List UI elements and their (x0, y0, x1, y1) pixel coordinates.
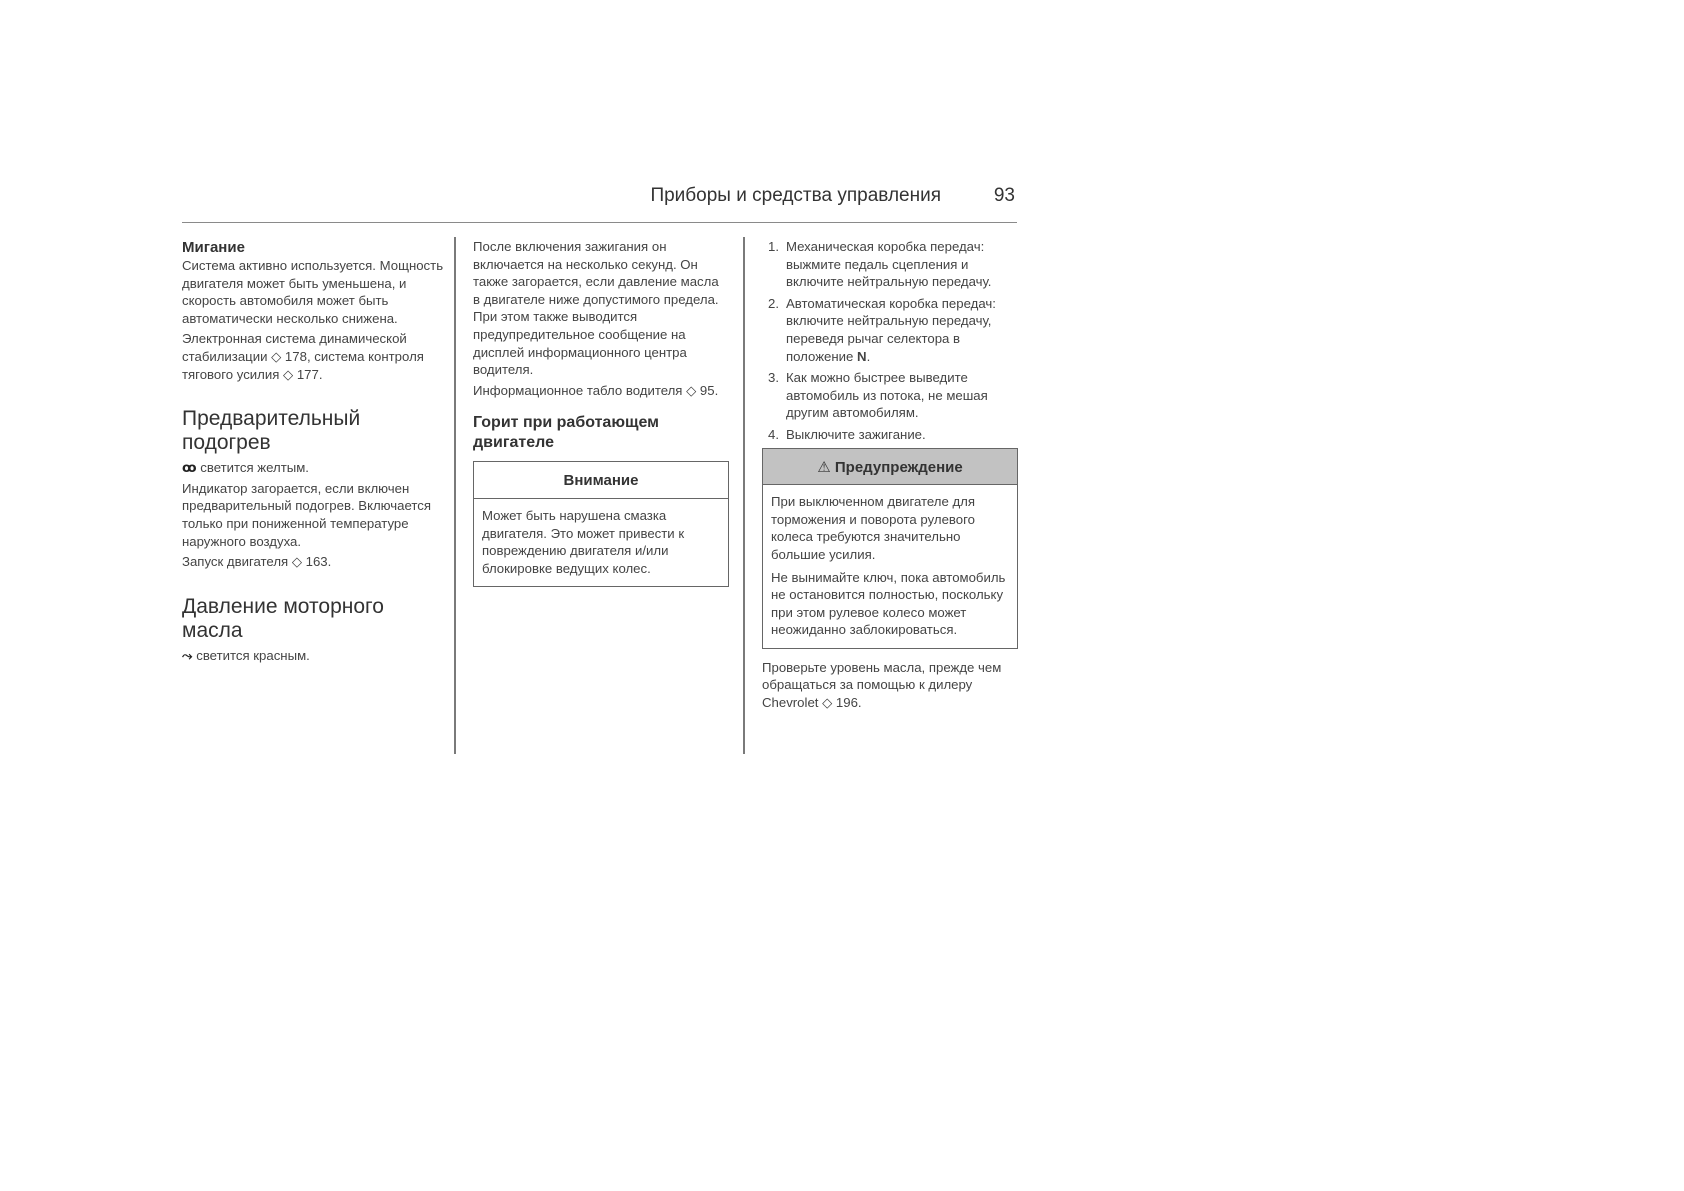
gear-n-label: N (857, 348, 867, 364)
notice-text: Может быть нарушена смазка двигателя. Это может привести к повреждению двигателя и/или блокировке ведущих колес. (482, 507, 685, 576)
paragraph: После включения зажигания он включается на несколько секунд. Он также загорается, если давление масла в двигателе ниже допустимого предела. При этом также выводится предупредительное сообщение на дисплей информационного центра водителя. (473, 239, 719, 378)
column-3 (762, 238, 1018, 715)
column-divider-2 (743, 237, 745, 754)
heading-preheat: Предварительный подогрев (182, 407, 361, 455)
notice-body (474, 499, 728, 586)
step-text: Автоматическая коробка передач: включите нейтральную передачу, переведя рычаг селектора в положение (786, 295, 996, 364)
steps-list (762, 238, 1018, 444)
step-number: 1. (768, 239, 779, 254)
notice-title: Внимание (474, 462, 728, 499)
subheading-blinking: Мигание (182, 239, 245, 256)
preheat-coil-icon: ꝏ (182, 460, 197, 476)
step-text: Как можно быстрее выведите автомобиль из потока, не мешая другим автомобилям. (786, 370, 988, 421)
warning-title: Предупреждение (834, 458, 963, 476)
paragraph: Индикатор загорается, если включен предварительный подогрев. Включается только при пониженной температуре наружного воздуха. (182, 480, 432, 549)
oil-status-text: светится красным. (196, 647, 310, 663)
paragraph-cross-ref: Проверьте уровень масла, прежде чем обращаться за помощью к дилеру Chevrolet ◇ 196. (762, 659, 1002, 711)
preheat-status-line (182, 459, 444, 477)
warning-box (762, 448, 1018, 649)
paragraph-cross-ref: Информационное табло водителя ◇ 95. (473, 382, 719, 398)
heading-oil-pressure: Давление моторного масла (182, 594, 384, 642)
column-1 (182, 238, 444, 667)
step-text: Выключите зажигание. (786, 426, 926, 442)
paragraph-cross-ref: Электронная система динамической стабилизации ◇ 178, система контроля тягового усилия ◇ 177. (182, 331, 424, 382)
step-number: 2. (768, 295, 779, 311)
step-end: . (866, 348, 871, 364)
warning-body (763, 485, 1017, 648)
step-number: 4. (768, 426, 779, 442)
paragraph-cross-ref: Запуск двигателя ◇ 163. (182, 554, 332, 570)
list-item (762, 426, 1018, 444)
warning-text: При выключенном двигателе для торможения и поворота рулевого колеса требуются значительно большие усилия. (771, 494, 976, 562)
preheat-status-text: светится желтым. (200, 460, 309, 476)
paragraph: Система активно используется. Мощность двигателя может быть уменьшена, и скорость автомобиля может быть автоматически несколько снижена. (182, 258, 444, 326)
step-number: 3. (768, 370, 779, 386)
notice-box (473, 461, 729, 587)
column-2 (473, 238, 729, 587)
page-header (182, 183, 1017, 223)
column-divider-1 (454, 237, 456, 754)
oil-can-icon: ⤳ (182, 647, 193, 663)
step-text: Механическая коробка передач: выжмите педаль сцепления и включите нейтральную передачу. (786, 239, 992, 290)
warning-text: Не вынимайте ключ, пока автомобиль не остановится полностью, поскольку при этом рулевое колесо может неожиданно заблокироваться. (771, 569, 1006, 638)
list-item (762, 295, 1018, 365)
page-title: Приборы и средства управления (650, 185, 941, 206)
list-item (762, 238, 1018, 291)
list-item (762, 369, 1018, 422)
warning-header (763, 449, 1017, 486)
heading-engine-running: Горит при работающем двигателе (473, 414, 660, 452)
page-number: 93 (993, 185, 1015, 206)
oil-status-line (182, 647, 444, 665)
warning-triangle-icon: ⚠ (817, 458, 831, 476)
